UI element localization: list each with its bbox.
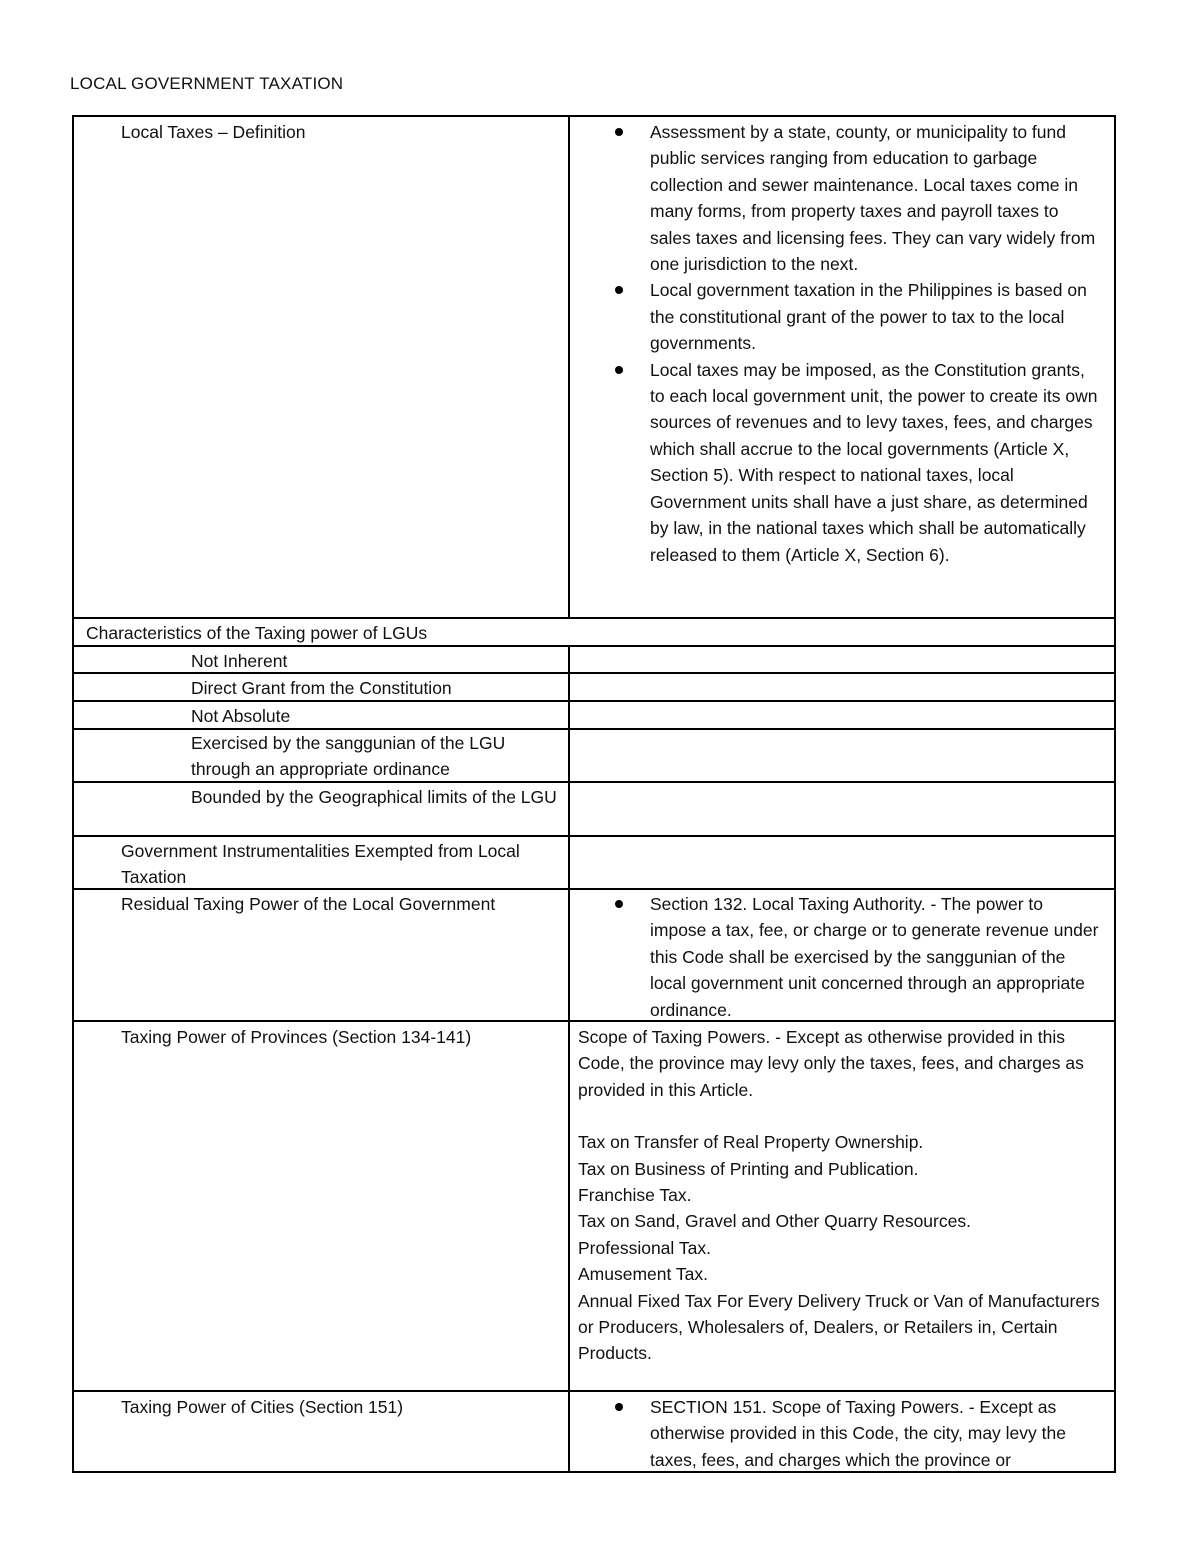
list-item: Franchise Tax. — [578, 1185, 692, 1206]
characteristic-item: Not Absolute — [191, 706, 291, 726]
list-item: Tax on Sand, Gravel and Other Quarry Resources. — [578, 1211, 971, 1232]
list-item: Tax on Business of Printing and Publication. — [578, 1158, 919, 1179]
provinces-content — [570, 1024, 1114, 1367]
list-item: Amusement Tax. — [578, 1264, 709, 1285]
residual-content — [570, 891, 1114, 1023]
list-item: Professional Tax. — [578, 1237, 711, 1258]
list-item: Assessment by a state, county, or municipality to fund public services ranging from education to garbage collection and sewer maintenance. Local taxes come in many forms, from property taxes and payroll taxes to sales taxes and licensing fees. They can vary widely from one jurisdiction to the next. — [570, 119, 1114, 277]
characteristic-item: Direct Grant from the Constitution — [191, 678, 452, 698]
list-item: Tax on Transfer of Real Property Ownership. — [578, 1132, 924, 1153]
list-item: SECTION 151. Scope of Taxing Powers. - Except as otherwise provided in this Code, the city, may levy the taxes, fees, and charges which the province or — [570, 1394, 1114, 1471]
list-item: Local government taxation in the Philippines is based on the constitutional grant of the power to tax to the local governments. — [570, 277, 1114, 356]
cities-content — [570, 1394, 1114, 1471]
bullet-icon — [615, 366, 623, 374]
characteristic-item: Exercised by the sanggunian of the LGU through an appropriate ordinance — [191, 733, 506, 780]
cities-label: Taxing Power of Cities (Section 151) — [121, 1397, 404, 1417]
characteristics-heading: Characteristics of the Taxing power of LGUs — [86, 623, 428, 643]
exempted-label: Government Instrumentalities Exempted from Local Taxation — [121, 841, 520, 888]
bullet-icon — [615, 1403, 623, 1411]
characteristic-item: Bounded by the Geographical limits of the LGU — [191, 787, 557, 807]
definition-content — [570, 119, 1114, 568]
bullet-icon — [615, 128, 623, 136]
provinces-label: Taxing Power of Provinces (Section 134-141) — [121, 1027, 472, 1047]
definition-label: Local Taxes – Definition — [121, 122, 306, 142]
document-title: LOCAL GOVERNMENT TAXATION — [70, 74, 344, 93]
provinces-scope: Scope of Taxing Powers. - Except as otherwise provided in this Code, the province may levy only the taxes, fees, and charges as provided in this Article. — [578, 1027, 1084, 1100]
residual-label: Residual Taxing Power of the Local Government — [121, 894, 496, 914]
bullet-icon — [615, 900, 623, 908]
characteristic-item: Not Inherent — [191, 651, 288, 671]
bullet-icon — [615, 286, 623, 294]
list-item: Annual Fixed Tax For Every Delivery Truck or Van of Manufacturers or Producers, Wholesalers of, Dealers, or Retailers in, Certain Products. — [578, 1290, 1100, 1364]
list-item: Local taxes may be imposed, as the Constitution grants, to each local government unit, the power to create its own sources of revenues and to levy taxes, fees, and charges which shall accrue to the local governments (Article X, Section 5). With respect to national taxes, local Government units shall have a just share, as determined by law, in the national taxes which shall be automatically released to them (Article X, Section 6). — [570, 357, 1114, 568]
list-item: Section 132. Local Taxing Authority. - The power to impose a tax, fee, or charge or to generate revenue under this Code shall be exercised by the sanggunian of the local government unit concerned through an appropriate ordinance. — [570, 891, 1114, 1023]
